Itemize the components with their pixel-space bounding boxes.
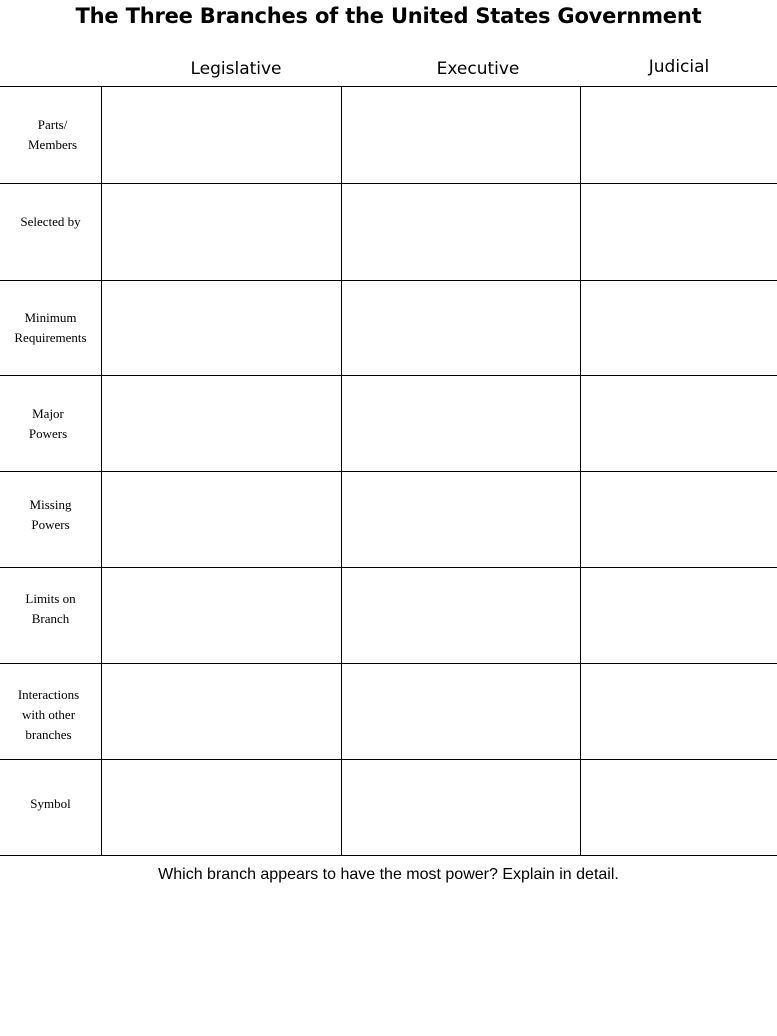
column-header-executive: Executive xyxy=(436,59,520,79)
answer-cell[interactable] xyxy=(581,87,777,183)
row-label-parts-members: Parts/ Members xyxy=(28,117,78,152)
row-label-minimum-requirements: Minimum Requirements xyxy=(14,310,87,345)
row-label-interactions: Interactions with other branches xyxy=(17,687,80,742)
worksheet-title: The Three Branches of the United States Government xyxy=(75,4,702,28)
row-divider xyxy=(0,759,777,760)
row-divider xyxy=(0,567,777,568)
essay-question: Which branch appears to have the most power? Explain in detail. xyxy=(158,866,619,883)
row-divider xyxy=(0,375,777,376)
row-label-limits-on-branch: Limits on Branch xyxy=(25,591,76,626)
row-divider xyxy=(0,280,777,281)
row-label-selected-by: Selected by xyxy=(20,213,81,229)
table-bottom-border xyxy=(0,855,777,856)
row-label-missing-powers: Missing Powers xyxy=(29,497,72,532)
answer-cell[interactable] xyxy=(342,87,580,183)
column-divider-labels xyxy=(101,86,102,856)
row-divider xyxy=(0,471,777,472)
row-label-major-powers: Major Powers xyxy=(28,405,68,441)
column-divider-executive xyxy=(580,86,581,856)
column-header-judicial: Judicial xyxy=(648,57,710,77)
row-label-symbol: Symbol xyxy=(30,796,71,811)
column-divider-legislative xyxy=(341,86,342,856)
row-divider xyxy=(0,663,777,664)
column-header-legislative: Legislative xyxy=(190,59,282,79)
row-divider xyxy=(0,183,777,184)
answer-cell[interactable] xyxy=(102,87,341,183)
